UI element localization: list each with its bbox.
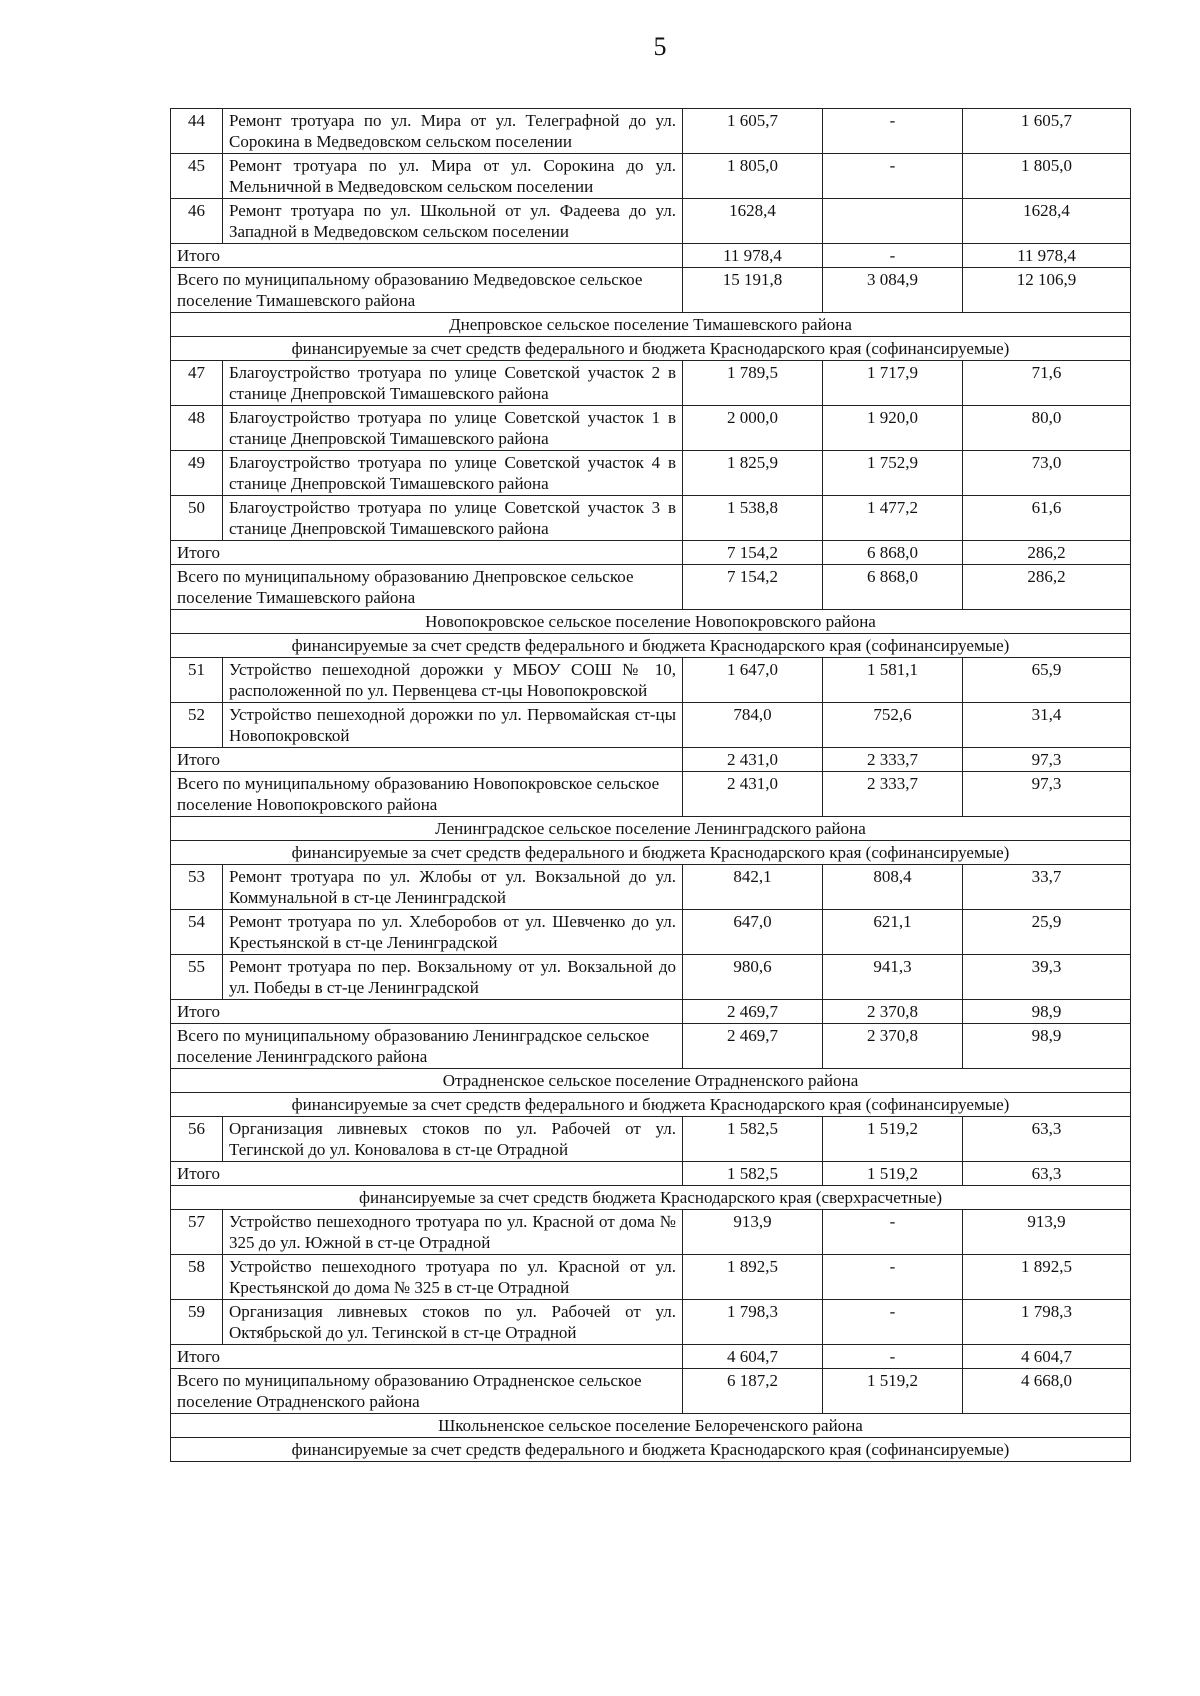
subsection-title: финансируемые за счет средств федерального и бюджета Краснодарского края (софинансируемые)	[171, 841, 1131, 865]
total-amount: 6 187,2	[683, 1369, 823, 1414]
total-amount: 2 431,0	[683, 772, 823, 817]
federal-amount: 752,6	[823, 703, 963, 748]
section-header	[171, 313, 1131, 337]
local-amount: 80,0	[963, 406, 1131, 451]
total-row	[171, 1345, 1131, 1369]
federal-amount: 621,1	[823, 910, 963, 955]
item-description: Устройство пешеходного тротуара по ул. Красной от дома № 325 до ул. Южной в ст-це Отрадной	[223, 1210, 683, 1255]
total-label: Всего по муниципальному образованию Медведовское сельское поселение Тимашевского района	[171, 268, 683, 313]
section-title: Новопокровское сельское поселение Новопокровского района	[171, 610, 1131, 634]
total-amount: 980,6	[683, 955, 823, 1000]
item-number: 54	[171, 910, 223, 955]
total-amount: 1 605,7	[683, 109, 823, 154]
federal-amount: 808,4	[823, 865, 963, 910]
table-row	[171, 955, 1131, 1000]
subsection-header	[171, 634, 1131, 658]
item-description: Устройство пешеходной дорожки у МБОУ СОШ № 10, расположенной по ул. Первенцева ст-цы Новопокровской	[223, 658, 683, 703]
total-amount: 4 604,7	[683, 1345, 823, 1369]
total-amount: 2 469,7	[683, 1024, 823, 1069]
item-number: 47	[171, 361, 223, 406]
item-description: Благоустройство тротуара по улице Советской участок 4 в станице Днепровской Тимашевского района	[223, 451, 683, 496]
federal-amount: 1 581,1	[823, 658, 963, 703]
local-amount: 4 604,7	[963, 1345, 1131, 1369]
table-row	[171, 1300, 1131, 1345]
subsection-title: финансируемые за счет средств федерального и бюджета Краснодарского края (софинансируемые)	[171, 634, 1131, 658]
subsection-header	[171, 841, 1131, 865]
subsection-header	[171, 1093, 1131, 1117]
item-description: Устройство пешеходного тротуара по ул. Красной от ул. Крестьянской до дома № 325 в ст-це Отрадной	[223, 1255, 683, 1300]
local-amount: 97,3	[963, 748, 1131, 772]
budget-table-body	[171, 109, 1131, 1462]
item-description: Ремонт тротуара по ул. Мира от ул. Телеграфной до ул. Сорокина в Медведовском сельском поселении	[223, 109, 683, 154]
total-amount: 647,0	[683, 910, 823, 955]
total-row	[171, 268, 1131, 313]
total-row	[171, 244, 1131, 268]
item-description: Благоустройство тротуара по улице Советской участок 3 в станице Днепровской Тимашевского района	[223, 496, 683, 541]
total-label: Итого	[171, 1345, 683, 1369]
local-amount: 286,2	[963, 565, 1131, 610]
item-description: Ремонт тротуара по ул. Хлеборобов от ул. Шевченко до ул. Крестьянской в ст-це Ленинградской	[223, 910, 683, 955]
item-number: 44	[171, 109, 223, 154]
item-number: 57	[171, 1210, 223, 1255]
total-amount: 1 582,5	[683, 1162, 823, 1186]
section-title: Школьненское сельское поселение Белореченского района	[171, 1414, 1131, 1438]
item-description: Организация ливневых стоков по ул. Рабочей от ул. Октябрьской до ул. Тегинской в ст-це Отрадной	[223, 1300, 683, 1345]
total-label: Итого	[171, 748, 683, 772]
section-header	[171, 1414, 1131, 1438]
item-description: Ремонт тротуара по ул. Мира от ул. Сорокина до ул. Мельничной в Медведовском сельском поселении	[223, 154, 683, 199]
federal-amount: -	[823, 1300, 963, 1345]
total-amount: 1628,4	[683, 199, 823, 244]
local-amount: 98,9	[963, 1000, 1131, 1024]
table-row	[171, 109, 1131, 154]
local-amount: 97,3	[963, 772, 1131, 817]
item-number: 55	[171, 955, 223, 1000]
total-amount: 11 978,4	[683, 244, 823, 268]
subsection-title: финансируемые за счет средств бюджета Краснодарского края (сверхрасчетные)	[171, 1186, 1131, 1210]
total-label: Итого	[171, 1162, 683, 1186]
local-amount: 4 668,0	[963, 1369, 1131, 1414]
federal-amount: -	[823, 1345, 963, 1369]
total-row	[171, 748, 1131, 772]
local-amount: 1 798,3	[963, 1300, 1131, 1345]
total-amount: 1 825,9	[683, 451, 823, 496]
item-number: 56	[171, 1117, 223, 1162]
item-description: Ремонт тротуара по ул. Школьной от ул. Фадеева до ул. Западной в Медведовском сельском поселении	[223, 199, 683, 244]
subsection-title: финансируемые за счет средств федерального и бюджета Краснодарского края (софинансируемые)	[171, 1438, 1131, 1462]
total-amount: 913,9	[683, 1210, 823, 1255]
section-header	[171, 610, 1131, 634]
local-amount: 33,7	[963, 865, 1131, 910]
total-label: Всего по муниципальному образованию Днепровское сельское поселение Тимашевского района	[171, 565, 683, 610]
local-amount: 11 978,4	[963, 244, 1131, 268]
total-label: Итого	[171, 244, 683, 268]
item-description: Устройство пешеходной дорожки по ул. Первомайская ст-цы Новопокровской	[223, 703, 683, 748]
section-title: Днепровское сельское поселение Тимашевского района	[171, 313, 1131, 337]
total-amount: 1 582,5	[683, 1117, 823, 1162]
item-description: Благоустройство тротуара по улице Советской участок 2 в станице Днепровской Тимашевского района	[223, 361, 683, 406]
federal-amount: 1 519,2	[823, 1117, 963, 1162]
total-row	[171, 1369, 1131, 1414]
federal-amount: 6 868,0	[823, 541, 963, 565]
total-amount: 7 154,2	[683, 565, 823, 610]
local-amount: 63,3	[963, 1162, 1131, 1186]
budget-table	[170, 108, 1131, 1462]
federal-amount: -	[823, 1255, 963, 1300]
section-title: Отрадненское сельское поселение Отрадненского района	[171, 1069, 1131, 1093]
local-amount: 39,3	[963, 955, 1131, 1000]
total-row	[171, 565, 1131, 610]
item-description: Организация ливневых стоков по ул. Рабочей от ул. Тегинской до ул. Коновалова в ст-це Отрадной	[223, 1117, 683, 1162]
federal-amount: 1 717,9	[823, 361, 963, 406]
table-row	[171, 1255, 1131, 1300]
total-amount: 1 647,0	[683, 658, 823, 703]
table-row	[171, 1117, 1131, 1162]
local-amount: 1 605,7	[963, 109, 1131, 154]
subsection-title: финансируемые за счет средств федерального и бюджета Краснодарского края (софинансируемые)	[171, 1093, 1131, 1117]
total-label: Всего по муниципальному образованию Отрадненское сельское поселение Отрадненского района	[171, 1369, 683, 1414]
table-row	[171, 658, 1131, 703]
total-label: Итого	[171, 1000, 683, 1024]
table-row	[171, 199, 1131, 244]
federal-amount: -	[823, 244, 963, 268]
table-row	[171, 496, 1131, 541]
federal-amount: 1 752,9	[823, 451, 963, 496]
local-amount: 61,6	[963, 496, 1131, 541]
table-row	[171, 451, 1131, 496]
local-amount: 63,3	[963, 1117, 1131, 1162]
local-amount: 1 892,5	[963, 1255, 1131, 1300]
item-number: 45	[171, 154, 223, 199]
federal-amount: -	[823, 1210, 963, 1255]
federal-amount: 2 333,7	[823, 748, 963, 772]
total-amount: 15 191,8	[683, 268, 823, 313]
federal-amount: 2 333,7	[823, 772, 963, 817]
total-amount: 1 892,5	[683, 1255, 823, 1300]
item-number: 59	[171, 1300, 223, 1345]
federal-amount: 941,3	[823, 955, 963, 1000]
item-description: Ремонт тротуара по пер. Вокзальному от ул. Вокзальной до ул. Победы в ст-це Ленинградской	[223, 955, 683, 1000]
total-amount: 784,0	[683, 703, 823, 748]
total-amount: 1 789,5	[683, 361, 823, 406]
local-amount: 65,9	[963, 658, 1131, 703]
item-number: 50	[171, 496, 223, 541]
total-row	[171, 1000, 1131, 1024]
total-label: Всего по муниципальному образованию Новопокровское сельское поселение Новопокровского района	[171, 772, 683, 817]
federal-amount: -	[823, 154, 963, 199]
local-amount: 12 106,9	[963, 268, 1131, 313]
local-amount: 913,9	[963, 1210, 1131, 1255]
total-amount: 2 431,0	[683, 748, 823, 772]
item-number: 53	[171, 865, 223, 910]
item-number: 51	[171, 658, 223, 703]
section-header	[171, 1069, 1131, 1093]
total-label: Всего по муниципальному образованию Ленинградское сельское поселение Ленинградского района	[171, 1024, 683, 1069]
total-amount: 7 154,2	[683, 541, 823, 565]
total-row	[171, 1162, 1131, 1186]
federal-amount	[823, 199, 963, 244]
federal-amount: 2 370,8	[823, 1024, 963, 1069]
table-row	[171, 910, 1131, 955]
item-number: 52	[171, 703, 223, 748]
federal-amount: 1 519,2	[823, 1369, 963, 1414]
item-number: 58	[171, 1255, 223, 1300]
subsection-header	[171, 337, 1131, 361]
table-row	[171, 865, 1131, 910]
local-amount: 286,2	[963, 541, 1131, 565]
table-row	[171, 406, 1131, 451]
federal-amount: 1 920,0	[823, 406, 963, 451]
local-amount: 25,9	[963, 910, 1131, 955]
total-row	[171, 1024, 1131, 1069]
table-row	[171, 154, 1131, 199]
section-header	[171, 817, 1131, 841]
item-description: Благоустройство тротуара по улице Советской участок 1 в станице Днепровской Тимашевского района	[223, 406, 683, 451]
table-row	[171, 361, 1131, 406]
local-amount: 73,0	[963, 451, 1131, 496]
local-amount: 1628,4	[963, 199, 1131, 244]
total-amount: 1 798,3	[683, 1300, 823, 1345]
local-amount: 98,9	[963, 1024, 1131, 1069]
federal-amount: 2 370,8	[823, 1000, 963, 1024]
table-row	[171, 1210, 1131, 1255]
federal-amount: -	[823, 109, 963, 154]
section-title: Ленинградское сельское поселение Ленинградского района	[171, 817, 1131, 841]
total-amount: 2 000,0	[683, 406, 823, 451]
subsection-header	[171, 1438, 1131, 1462]
item-number: 49	[171, 451, 223, 496]
total-row	[171, 541, 1131, 565]
subsection-title: финансируемые за счет средств федерального и бюджета Краснодарского края (софинансируемые)	[171, 337, 1131, 361]
total-row	[171, 772, 1131, 817]
federal-amount: 1 519,2	[823, 1162, 963, 1186]
item-number: 46	[171, 199, 223, 244]
total-amount: 1 538,8	[683, 496, 823, 541]
item-number: 48	[171, 406, 223, 451]
item-description: Ремонт тротуара по ул. Жлобы от ул. Вокзальной до ул. Коммунальной в ст-це Ленинградской	[223, 865, 683, 910]
table-row	[171, 703, 1131, 748]
total-label: Итого	[171, 541, 683, 565]
local-amount: 1 805,0	[963, 154, 1131, 199]
local-amount: 31,4	[963, 703, 1131, 748]
federal-amount: 1 477,2	[823, 496, 963, 541]
federal-amount: 3 084,9	[823, 268, 963, 313]
local-amount: 71,6	[963, 361, 1131, 406]
total-amount: 842,1	[683, 865, 823, 910]
total-amount: 1 805,0	[683, 154, 823, 199]
subsection-header	[171, 1186, 1131, 1210]
federal-amount: 6 868,0	[823, 565, 963, 610]
total-amount: 2 469,7	[683, 1000, 823, 1024]
page-number: 5	[653, 32, 667, 61]
